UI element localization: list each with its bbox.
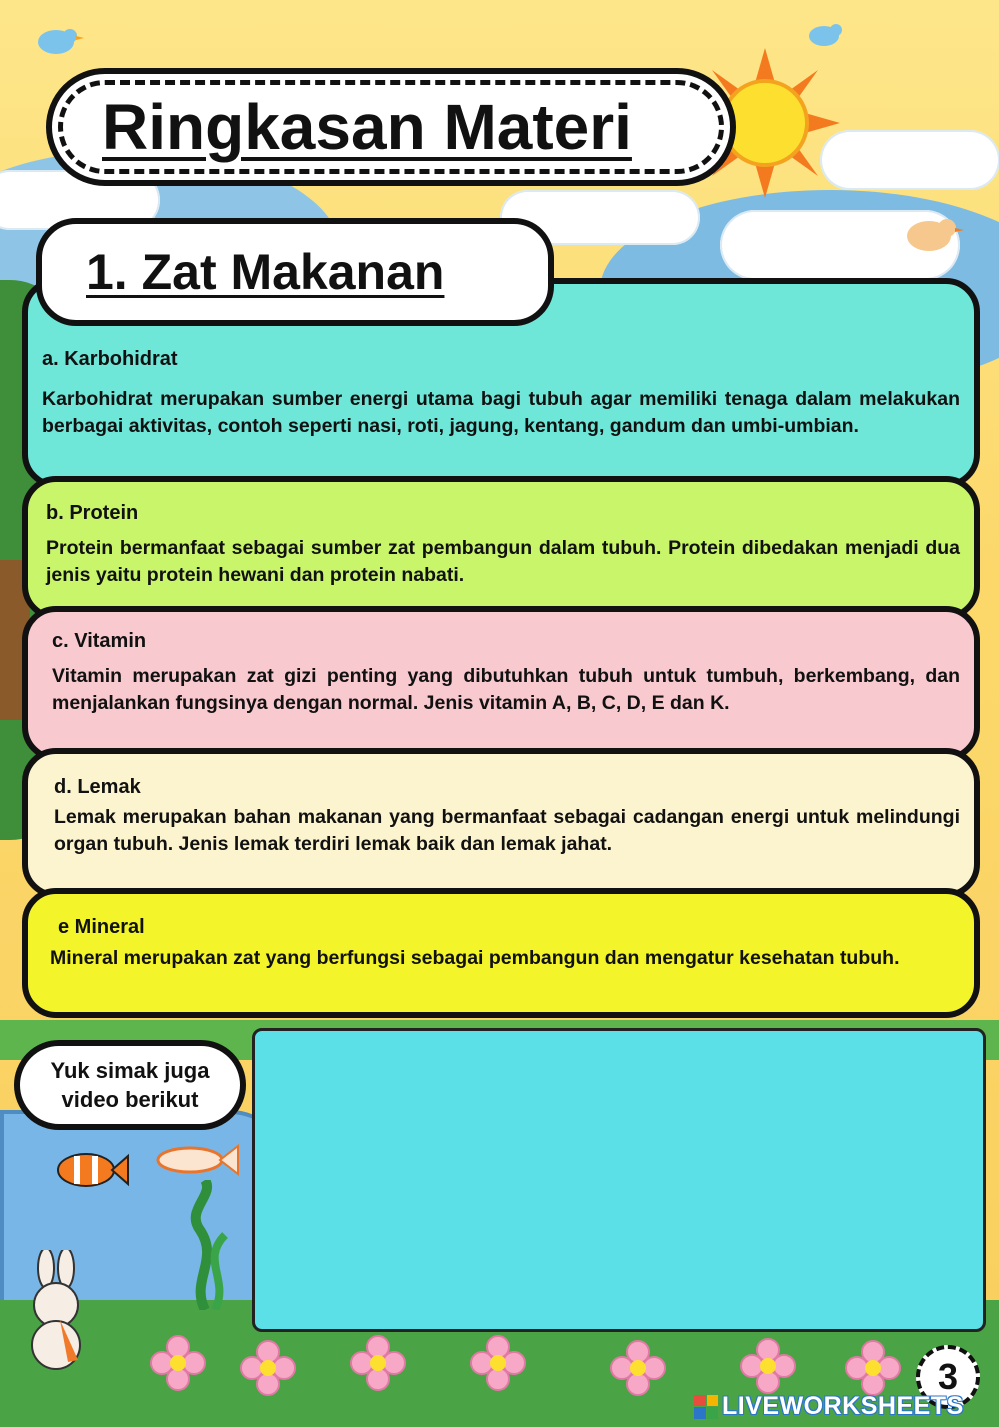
section-header	[36, 218, 554, 326]
card-lemak	[22, 748, 980, 898]
flower-icon	[470, 1335, 526, 1391]
card-heading: b. Protein	[46, 502, 139, 524]
rabbit-icon	[16, 1250, 96, 1370]
card-body: Vitamin merupakan zat gizi penting yang dibutuhkan tubuh untuk tumbuh, berkembang, dan menjalankan fungsinya dengan normal. Jenis vitamin A, B, C, D, E dan K.	[52, 665, 960, 714]
flower-icon	[610, 1340, 666, 1396]
flower-icon	[350, 1335, 406, 1391]
flower-icon	[845, 1340, 901, 1396]
bird-icon	[895, 210, 965, 255]
card-vitamin	[22, 606, 980, 761]
card-body: Lemak merupakan bahan makanan yang bermanfaat sebagai cadangan energi untuk melindungi organ tubuh. Jenis lemak terdiri lemak baik dan lemak jahat.	[54, 806, 960, 855]
video-prompt	[14, 1040, 246, 1130]
page-number-text: 3	[937, 1356, 959, 1397]
card-body: Protein bermanfaat sebagai sumber zat pembangun dalam tubuh. Protein dibedakan menjadi dua jenis yaitu protein hewani dan protein nabati.	[46, 537, 960, 586]
flower-icon	[740, 1338, 796, 1394]
title-banner	[46, 68, 736, 186]
liveworksheets-watermark	[694, 1392, 964, 1421]
koi-fish-icon	[150, 1140, 240, 1180]
bird-icon	[800, 20, 850, 50]
card-protein	[22, 476, 980, 620]
section-title: 1. Zat Makanan	[86, 244, 445, 300]
page-title: Ringkasan Materi	[102, 91, 632, 163]
card-body: Karbohidrat merupakan sumber energi utama bagi tubuh agar memiliki tenaga dalam melakukan berbagai aktivitas, contoh seperti nasi, roti, jagung, kentang, gandum dan umbi-umbian.	[42, 388, 960, 437]
card-heading: a. Karbohidrat	[42, 348, 178, 370]
fish-icon	[50, 1148, 130, 1192]
video-prompt-text: Yuk simak juga video berikut	[50, 1058, 210, 1112]
video-embed-area[interactable]	[252, 1028, 986, 1332]
card-body: Mineral merupakan zat yang berfungsi sebagai pembangun dan mengatur kesehatan tubuh.	[50, 947, 900, 969]
flower-icon	[150, 1335, 206, 1391]
cloud	[820, 130, 999, 190]
card-heading: e Mineral	[58, 916, 145, 938]
card-heading: c. Vitamin	[52, 630, 147, 652]
card-heading: d. Lemak	[54, 776, 141, 798]
flower-icon	[240, 1340, 296, 1396]
seaweed-icon	[170, 1180, 240, 1310]
watermark-text: LIVEWORKSHEETS	[722, 1392, 964, 1420]
liveworksheets-logo-icon	[694, 1395, 718, 1419]
bird-icon	[26, 22, 86, 58]
card-mineral	[22, 888, 980, 1018]
